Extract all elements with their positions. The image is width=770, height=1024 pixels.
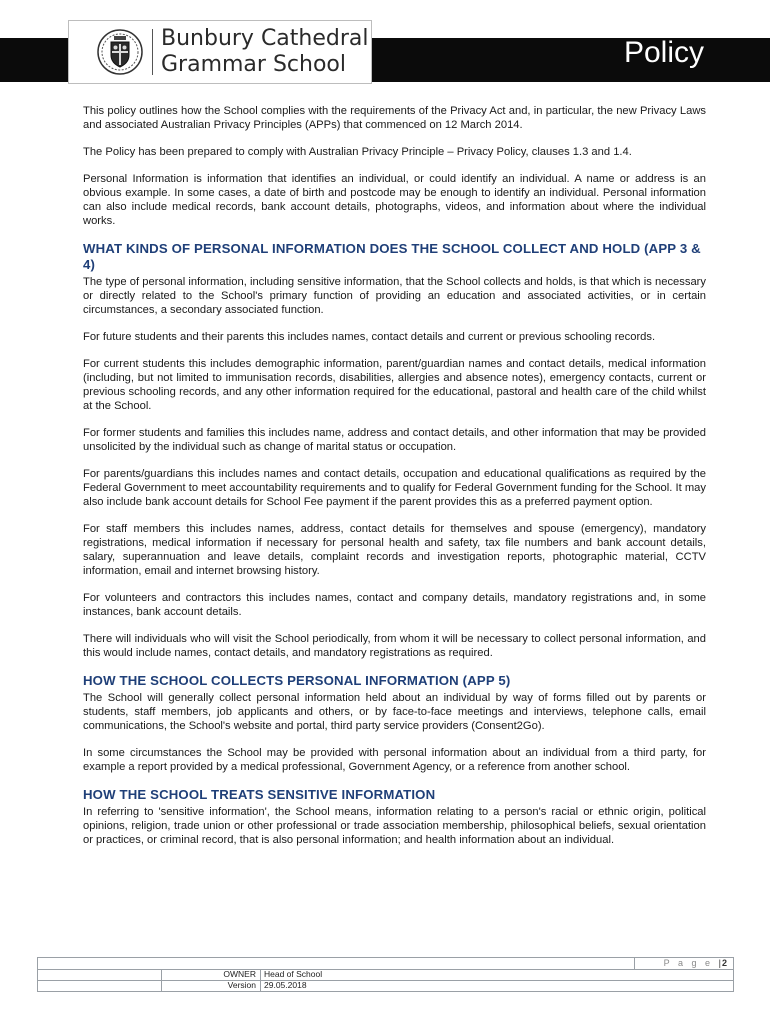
intro-paragraph-2: The Policy has been prepared to comply with Australian Privacy Principle – Privacy Policy, clauses 1.3 and 1.4. (83, 146, 632, 158)
page-cell-divider (634, 958, 636, 969)
intro-paragraph-1: This policy outlines how the School complies with the requirements of the Privacy Act and, in particular, the new Privacy Laws and associated Australian Privacy Principles (APPs) that commenced on 12 March 2014. (83, 105, 706, 131)
footer-col-divider-1 (161, 969, 162, 991)
section-heading-how-collects: HOW THE SCHOOL COLLECTS PERSONAL INFORMATION (APP 5) (83, 673, 511, 688)
section1-paragraph-4: For former students and families this includes name, address and contact details, and other information that may be provided unsolicited by the individual such as change of marital status or occupation. (83, 427, 706, 453)
school-name-line1: Bunbury Cathedral (161, 26, 369, 51)
section-heading-sensitive-info: HOW THE SCHOOL TREATS SENSITIVE INFORMATION (83, 787, 436, 802)
page-number: 2 (721, 958, 727, 968)
footer-col-divider-2 (260, 969, 261, 991)
school-crest-icon (97, 29, 143, 75)
section2-paragraph-1: The School will generally collect personal information held about an individual by way of forms filled out by parents or students, staff members, job applicants and others, or by face-to-face meetings and interviews, telephone calls, email communications, the School's website and portal, third party service providers (Consent2Go). (83, 692, 706, 732)
school-logo (68, 20, 372, 84)
footer-row-divider-2 (38, 980, 733, 981)
document-body (83, 104, 706, 860)
section1-paragraph-2: For future students and their parents this includes names, contact details and current or previous schooling records. (83, 331, 656, 343)
intro-paragraph-3: Personal Information is information that identifies an individual, or could identify an individual. A name or address is an obvious example. In some cases, a date of birth and postcode may be enough to identify an individual. Personal information can also include medical records, bank account details, photographs, videos, and information about where the individual works. (83, 173, 706, 227)
document-title: Policy (623, 36, 704, 69)
section1-paragraph-7: For volunteers and contractors this includes names, contact and company details, mandatory registrations and, in some instances, bank account details. (83, 592, 706, 618)
footer-row-divider (38, 969, 733, 970)
page-separator: | (718, 958, 721, 968)
section-heading-collect-hold: WHAT KINDS OF PERSONAL INFORMATION DOES THE SCHOOL COLLECT AND HOLD (APP 3 & 4) (83, 241, 701, 272)
section1-paragraph-1: The type of personal information, including sensitive information, that the School collects and holds, is that which is necessary or directly related to the School's primary function of providing an education and associated activities, or in certain circumstances, a secondary associated function. (83, 276, 706, 316)
section1-paragraph-5: For parents/guardians this includes names and contact details, occupation and educational qualifications as required by the Federal Government to meet accountability requirements and to qualify for Federal Government funding for the School. It may also include bank account details for School Fee payment if the parent provides this as a preferred payment option. (83, 468, 706, 508)
school-name-line2: Grammar School (161, 52, 346, 77)
logo-divider (152, 29, 153, 75)
footer-table (37, 957, 734, 992)
owner-label: OWNER (223, 969, 256, 979)
section1-paragraph-6: For staff members this includes names, address, contact details for themselves and spouse (emergency), mandatory registrations, medical information if necessary for personal health and safety, tax file numbers and bank account details, salary, superannuation and leave details, complaint records and investigation reports, photographic material, CCTV information, email and internet browsing history. (83, 523, 706, 577)
section1-paragraph-8: There will individuals who will visit the School periodically, from whom it will be necessary to collect personal information, and this would include names, contact details, and mandatory registrations as required. (83, 633, 706, 659)
section2-paragraph-2: In some circumstances the School may be provided with personal information about an individual from a third party, for example a report provided by a medical professional, Government Agency, or a reference from another school. (83, 747, 706, 773)
version-label: Version (227, 980, 256, 990)
section1-paragraph-3: For current students this includes demographic information, parent/guardian names and contact details, medical information (including, but not limited to immunisation records, disabilities, allergies and absence notes), emergency contacts, current or previous schooling records, and any other information required for the educational, pastoral and health care of the child whilst at the School. (83, 358, 706, 412)
version-value: 29.05.2018 (264, 980, 307, 990)
page-label: P a g e (663, 958, 713, 968)
owner-value: Head of School (264, 969, 323, 979)
section3-paragraph-1: In referring to 'sensitive information', the School means, information relating to a person's racial or ethnic origin, political opinions, religion, trade union or other professional or trade association membership, philosophical beliefs, sexual orientation or practices, or criminal record, that is also personal information; and health information about an individual. (83, 806, 706, 846)
